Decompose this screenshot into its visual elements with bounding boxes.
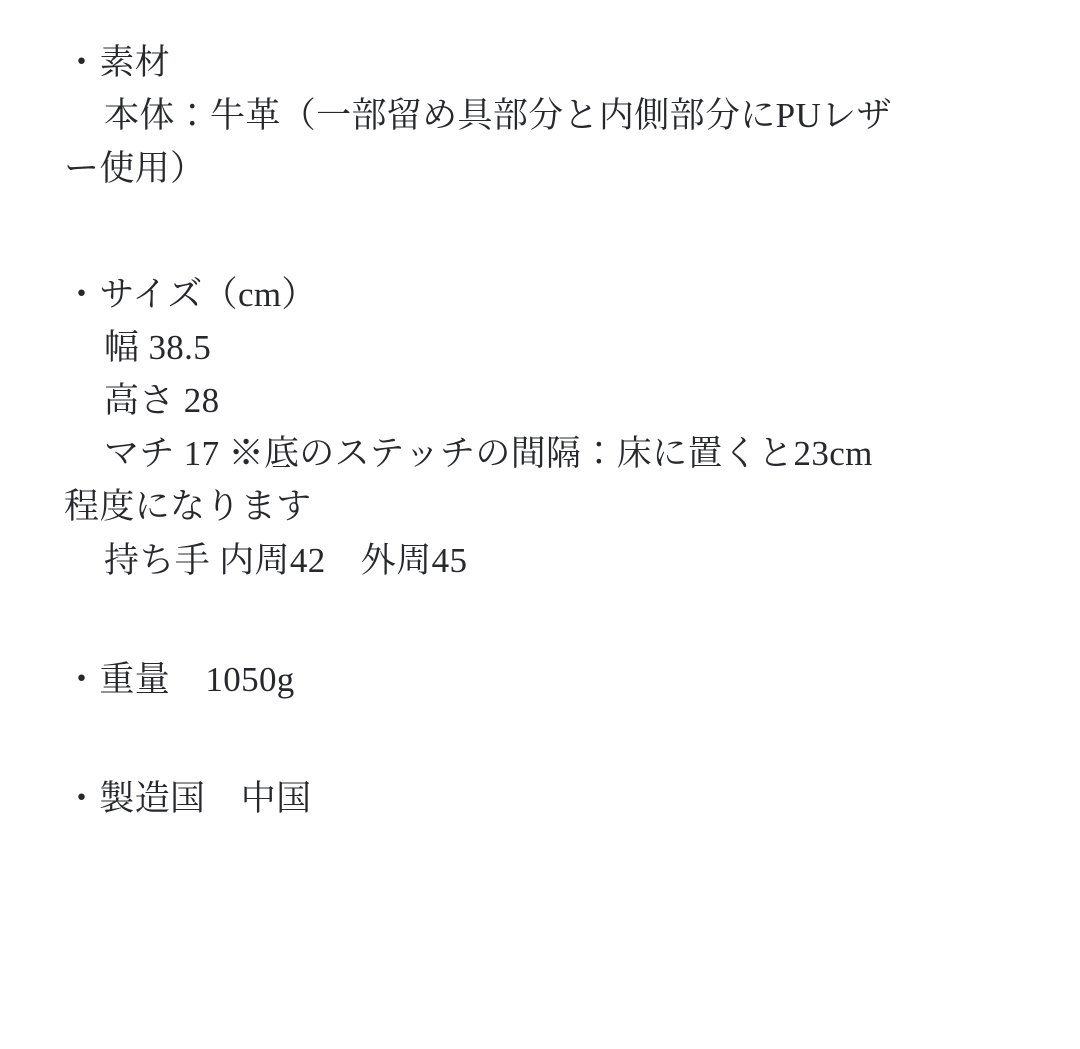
size-depth: マチ 17 ※底のステッチの間隔：床に置くと23cm: [104, 434, 873, 474]
size-heading: ・サイズ（cm）: [64, 274, 317, 314]
size-depth-note: 程度になります: [64, 487, 312, 527]
material-heading: ・素材: [64, 43, 171, 82]
size-handle: 持ち手 内周42 外周45: [104, 540, 468, 580]
section-spacer-2: [64, 587, 1016, 653]
size-height: 高さ 28: [104, 380, 220, 420]
weight-heading: ・重量 1050g: [64, 659, 295, 699]
section-country-of-origin: [64, 772, 1016, 825]
country-of-origin-heading: ・製造国 中国: [64, 778, 312, 818]
section-weight: [64, 653, 1016, 706]
section-spacer-1: [64, 196, 1016, 268]
material-body-line-2: ー使用）: [64, 149, 206, 189]
section-spacer-3: [64, 706, 1016, 772]
size-width: 幅 38.5: [104, 327, 212, 367]
section-material: [64, 36, 1016, 196]
section-size: [64, 268, 1016, 587]
material-body-line-1: 本体：牛革（一部留め具部分と内側部分にPUレザ: [104, 96, 892, 136]
